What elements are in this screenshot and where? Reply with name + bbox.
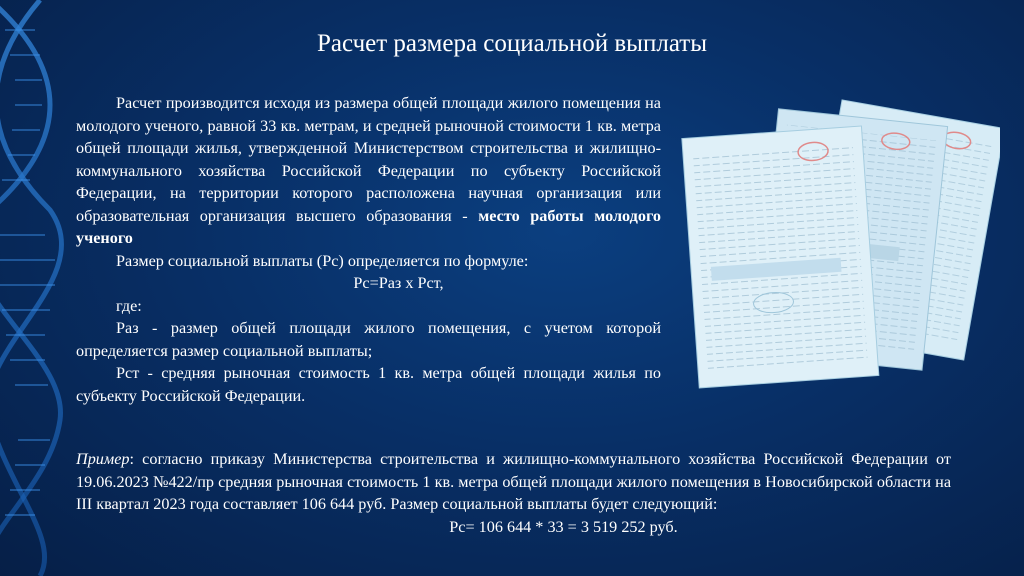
definition-raz: Раз - размер общей площади жилого помещения, с учетом которой определяется размер социальной выплаты;: [76, 319, 661, 360]
where-label: где:: [116, 296, 142, 315]
example-label: Пример: [76, 450, 130, 468]
workplace-bold-text: место работы молодого ученого: [76, 206, 661, 247]
formula-intro: Размер социальной выплаты (Рс) определяется по формуле:: [116, 251, 529, 270]
slide-title: Расчет размера социальной выплаты: [316, 30, 707, 57]
calculation-paragraph: [76, 92, 661, 250]
housing-certificates-image: [670, 92, 1000, 392]
example-text: : согласно приказу Министерства строительства и жилищно-коммунального хозяйства Российской Федерации от 19.06.2023 №422/пр средняя рыночная стоимость 1 кв. метра общей площади жилого помещения в Новосибирской области на III квартал 2023 года составляет 106 644 руб. Размер социальной выплаты будет следующий:: [76, 450, 951, 513]
example-formula: Рс= 106 644 * 33 = 3 519 252 руб.: [449, 517, 678, 536]
example-paragraph: [76, 448, 951, 516]
example-block: [76, 448, 951, 538]
calculation-text: Расчет производится исходя из размера общей площади жилого помещения на молодого ученого, равной 33 кв. метрам, и средней рыночной стоимости 1 кв. метра общей площади жилья, утвержденной Министерством строительства и жилищно-коммунального хозяйства Российской Федерации по субъекту Российской Федерации, на территории которого расположена научная организация или образовательная организация высшего образования -: [76, 94, 661, 225]
definition-rst: Рст - средняя рыночная стоимость 1 кв. метра общей площади жилья по субъекту Российской Федерации.: [76, 364, 661, 405]
formula: Рс=Раз х Рст,: [353, 274, 444, 292]
main-text-block: [76, 92, 661, 407]
